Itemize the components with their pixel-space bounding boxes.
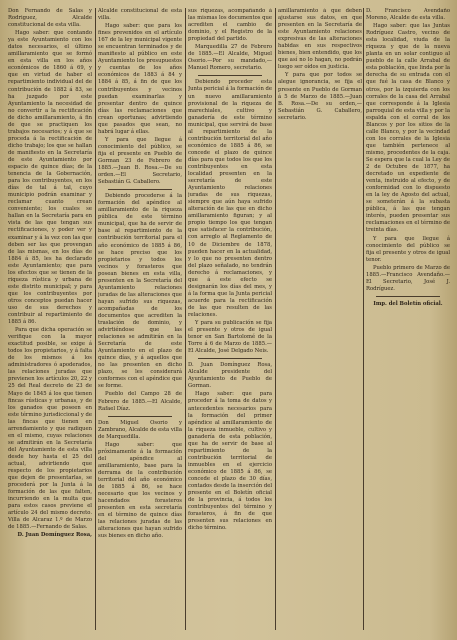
- notice-separator: [376, 296, 440, 297]
- column-3: [188, 8, 272, 636]
- notice-signature: D. Juan Domínguez Rosa,: [17, 532, 92, 539]
- notice-paragraph: Debiendo procederse á la formación del apéndice al amillaramiento de la riqueza pública de este término municipal, que ha de servir de base al repartimiento de la contribución territorial para el año económico de 1885 á 86, se hace preciso que los propietarios y todos los vecinos y forasteros que posean bienes en esta villa, presenten en la Secretaría del Ayuntamiento relaciones juradas de las alteraciones que hayan sufrido sus riquezas, acompañadas de los documentos que acrediten la traslación de dominio, y advirtiéndose que las relaciones se admitirán en la Secretaría de este Ayuntamiento en el plazo de quince días, y á aquellos que no las presenten en dicho plazo, se les considerará conformes con el apéndice que se forme.: [98, 193, 182, 390]
- notice-paragraph: Hago saber: que contando ya este Ayuntamiento con los datos necesarios, el último amillaramiento que se formó en esta villa en los años económicos de 1860 á 69, y que en virtud de haber el repartimiento individual del de contribución de 1882 á 83, se ha juzgado por este Ayuntamiento la necesidad de no convertir a la rectificación de dicho amillaramiento, á fin de que se practiquen los trabajos necesarios; y á que se proceda á la rectificación de dicho trabajo; los que se hallan de manifiesto en la Secretaría de este Ayuntamiento por espacio de quince días; de la tenencia de la Gobernación, para los contribuyentes, en los días de tal á tal, cuyo municipio podrán examinar y reclamar cuanto crean conveniente; los cuales se hallan en la Secretaría para en vista de las que tengan sus rectificaciones, y poder ver y examinar y á la vez con las que deben ser las que provengan de las mismas, en los días de 1884 á 85, les ha declarado este Ayuntamiento; que para los efectos que se tienen de la riqueza rústica y urbana de este distrito municipal; y para que los contribuyentes por otros conceptos puedan hacer uso de sus derechos y contribuir al repartimiento de 1885 á 86.: [8, 30, 92, 326]
- notice-separator: [108, 189, 172, 190]
- notice-separator: [108, 416, 172, 417]
- notice-paragraph: Hago saber: que las Juntas Rodríguez Castro, vecino de esta localidad, viuda de la riqueza y que de la nueva planta en un solar contiguo al pueblo de la calle Arrabal de esta población, que linda por la derecha de su entrada con el que fué la casa de Blanco y otros, por la izquierda con los corrales de la casa del Arrabal que corresponde á la Iglesia parroquial de esta villa y por la espalda con el corral de los Blancos y por los sitios de la calle Blanco, y por la vecindad con los corrales de la Iglesia que también pertenece al mismo, procedentes de la caja. Se espera que la cual la Ley de 2 de Octubre de 1877, ha decretado un expediente de venta, instruido al efecto, y de conformidad con lo dispuesto en la ley de Agosto del actual, se someterán á la subasta pública, á las que tengan interés, pueden presentar sus reclamaciones en el término de treinta días.: [366, 23, 450, 234]
- notice-heading: Don Miguel Osorio y Zambrano, Alcalde de esta villa de Marquedilla.: [98, 419, 182, 440]
- printer-footer: Imp. del Boletín oficial.: [373, 300, 443, 307]
- notice-paragraph: Y para que por todos se alegue ignorancia, se fija el presente en Pueblo de Gorman á 5 de Marzo de 1885.—Juan B. Rosa.—De su orden,—Sebastián G. Caballero, secretario.: [278, 72, 362, 121]
- notice-paragraph: Y para que llegue á conocimiento del público, se fija el presente en Pueblo de Gorman 23 de Febrero de 1885.—Juan B. Rosa.—De su orden.—El Secretario, Sebastián G. Caballero.: [98, 136, 182, 186]
- notice-paragraph: Hago saber: que próximamente á la formación del apéndice al amillaramiento, base para la derrama de la contribución territorial del año económico de 1885 á 86, se hace necesario que los vecinos y hacendados forasteros presenten en esta secretaría en el término de quince días las relaciones juradas de las alteraciones que hayan sufrido sus bienes en dicho año.: [98, 441, 182, 540]
- column-2: [98, 8, 182, 636]
- notice-heading: Alcalde constitucional de esta villa.: [98, 8, 182, 22]
- notice-paragraph: Debiendo proceder esta Junta pericial á la formación de un nuevo amillaramiento provisional de la riqueza de marechiales, cultivo y ganadería de este término municipal, que servirá de base al repartimiento de la contribución territorial del año económico de 1885 á 86, se concede el plazo de quince días para que todos los que los contribuyentes en esta localidad presenten en la secretaría de este Ayuntamiento relaciones juradas de sus riquezas, siempre que aún haya sufrido alteración de las que en dicho amillaramiento figuran; y al propio tiempo los que tengan que satisfacer la contribución, con arreglo al Reglamento de 10 de Diciembre de 1878, pueden hacer en la actualidad, y lo que no presenten dentro del plazo señalado, no tendrán derecho á reclamaciones, y que á este efecto se designarán los días del mes, y á la forma que la Junta pericial acuerde para la rectificación de las que resulten de las relaciones.: [188, 79, 272, 318]
- notice-paragraph: Para que dicha operación se verifique con la mayor exactitud posible, se exige á todos los propietarios, y á falta de los mismos á los administradores ó apoderados, las relaciones juradas que previenen los artículos 20, 22 y 25 del Real decreto de 23 de Mayo de 1845 á los que tienen fincas rústicas y urbanas, y de los ganados que poseen en este término jurisdiccional y de las fincas que tienen en arrendamiento y que radiquen en el mismo, cuyas relaciones se admitirán en la Secretaría del Ayuntamiento de esta villa desde hoy hasta el 25 del actual, advirtiendo que respecto de los propietarios que dejen de presentarlas, se procederá por la Junta á la formación de las que falten, incurriendo en la multa que para estos casos previene el artículo 24 del mismo decreto. Villa de Alcaraz 1.º de Marzo de 1885.—Fernando de Salas.: [8, 327, 92, 531]
- notice-heading: D. Francisco Avendaño Moreno, Alcalde de esta villa.: [366, 8, 450, 22]
- column-5: [366, 8, 450, 636]
- notice-heading: D. Juan Domínguez Rosa, Alcalde presidente del Ayuntamiento de Pueblo de Gorman.: [188, 362, 272, 390]
- notice-paragraph: Pueblo del Campo 28 de Febrero de 1885.—El Alcalde, Rafael Díaz.: [98, 391, 182, 412]
- column-1: [8, 8, 92, 636]
- column-rule: [95, 8, 96, 630]
- column-rule: [363, 8, 364, 630]
- notice-paragraph: Y para que llegue á conocimiento del público se fija el presente y otros de igual tenor.: [366, 235, 450, 263]
- column-4: [278, 8, 362, 636]
- notice-heading: Don Fernando de Salas y Rodriguez, Alcalde constitucional de esta villa.: [8, 8, 92, 29]
- notice-paragraph: Marquedilla 27 de Febrero de 1885.—El Alcalde, Miguel Osorio.—Por su mandado,—Manuel Romero, secretario.: [188, 44, 272, 72]
- notice-separator: [198, 358, 262, 359]
- notice-separator: [198, 75, 262, 76]
- notice-paragraph: sus riquezas, acompañando á las mismas los documentos que acrediten el cambio de dominio, y el Registro de la propiedad del partido.: [188, 8, 272, 43]
- notice-paragraph: Pueblo primero de Marzo de 1885.—Francisco Avendaño.—El Secretario, José J. Rodríguez.: [366, 264, 450, 292]
- column-rule: [185, 8, 186, 630]
- notice-paragraph: Hago saber: que para proceder á la toma de datos y antecedentes necesarios para la formación del primer apéndice al amillaramiento de la riqueza inmueble, cultivo y ganadería de esta población, que ha de servir de base al repartimiento de la contribución territorial de inmuebles en el ejercicio económico de 1885 á 86, se concede el plazo de 30 días, contados desde la inserción del presente en el Boletín oficial de la provincia, á todos los contribuyentes del término y forasteros, á fin de que presenten sus relaciones en dicho término.: [188, 391, 272, 532]
- notice-paragraph: Y para su publicación se fija el presente y otros de igual tenor en San Bartolomé de la Torre á 6 de Marzo de 1885.—El Alcalde, José Delgado Neis.: [188, 320, 272, 355]
- notice-paragraph: amillaramiento á que deben ajustarse sus datos, en que presenten en la Secretaría de este Ayuntamiento relaciones expresivas de las alteraciones habidas en sus respectivos bienes, bien entendido, que los que así no lo hagan, no podrán luego ser oídos en justicia.: [278, 8, 362, 71]
- column-rule: [275, 8, 276, 630]
- notice-paragraph: Hago saber: que para los fines prevenidos en el artículo 167 de la ley municipal vigente se encuentran terminados y de manifiesto al público en este Ayuntamiento los presupuestos y cuentas de los años económicos de 1883 á 84 y 1884 á 85, á fin de que los contribuyentes y vecinos puedan examinarlas y presentar dentro de quince días las reclamaciones que crean oportunas; advirtiendo que pasados que sean, no habrá lugar á ellas.: [98, 23, 182, 135]
